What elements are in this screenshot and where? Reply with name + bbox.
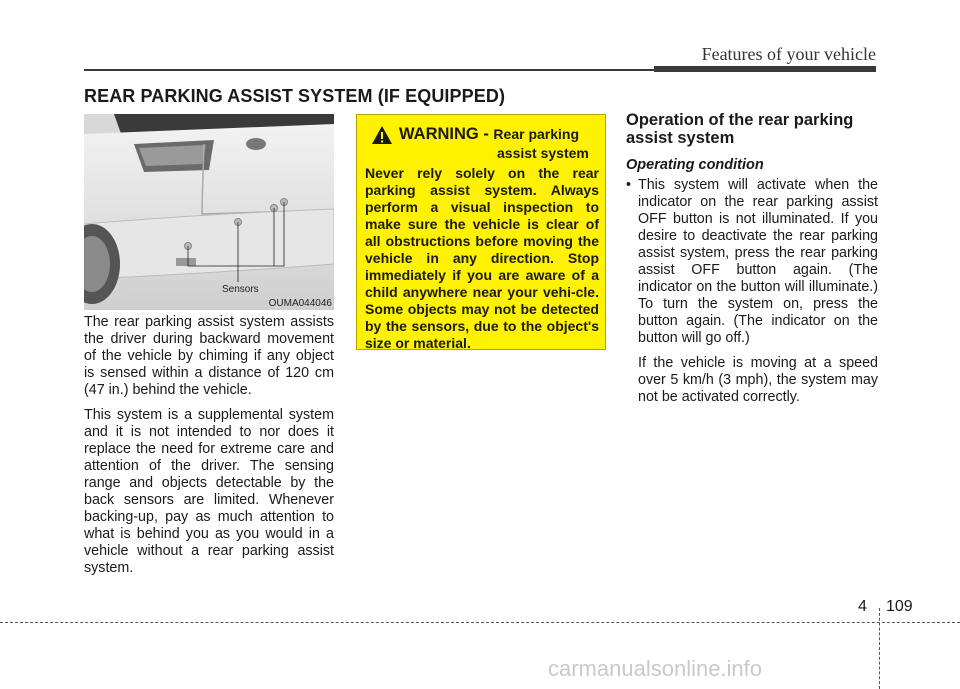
header-title: Features of your vehicle bbox=[701, 44, 876, 64]
operation-subtitle: Operating condition bbox=[626, 157, 764, 173]
warning-topic-line2: assist system bbox=[497, 145, 589, 161]
footer-rule bbox=[0, 622, 960, 623]
operation-note: If the vehicle is moving at a speed over 5 km/h (3 mph), the system may not be activated correctly. bbox=[638, 355, 878, 405]
intro-text bbox=[84, 314, 334, 585]
warning-topic: Rear parking bbox=[493, 126, 580, 142]
car-rear-illustration bbox=[84, 114, 334, 310]
operation-bullet bbox=[626, 177, 878, 347]
operation-title: Operation of the rear parking assist system bbox=[626, 111, 854, 147]
section-title: REAR PARKING ASSIST SYSTEM (IF EQUIPPED) bbox=[84, 86, 506, 106]
bullet-mark: • bbox=[626, 177, 632, 193]
watermark: carmanualsonline.info bbox=[548, 656, 763, 681]
operation-section bbox=[626, 111, 878, 406]
chapter-number: 4 bbox=[858, 598, 867, 615]
figure-sensors-label: Sensors bbox=[222, 284, 259, 295]
page-number: 109 bbox=[886, 598, 913, 615]
intro-paragraph: The rear parking assist system assists the driver during backward movement of the vehicle by chiming if any object is sensed within a distance of 120 cm (47 in.) behind the vehicle. bbox=[84, 314, 334, 398]
warning-heading bbox=[399, 125, 579, 144]
intro-paragraph: This system is a supplemental system and it is not intended to nor does it replace the need for extreme care and attention of the driver. The sensing range and objects detectable by the back sensors are limited. Whenever backing-up, pay as much attention to what is behind you as you would in a vehicle without a rear parking assist system. bbox=[84, 407, 334, 576]
operation-bullet-text: This system will activate when the indicator on the rear parking assist OFF button is not illuminated. If you desire to deactivate the rear parking assist system, press the rear parking assist OFF button again. (The indicator on the button will illuminate.) To turn the system on, press the button again. (The indicator on the button will go off.) bbox=[638, 177, 878, 346]
figure-code: OUMA044046 bbox=[268, 298, 332, 309]
rear-bumper-figure bbox=[84, 114, 334, 310]
footer-divider bbox=[879, 608, 880, 689]
warning-word: WARNING - bbox=[399, 125, 494, 143]
header-rule-accent bbox=[654, 66, 876, 72]
header-rule bbox=[84, 69, 654, 71]
warning-box bbox=[356, 114, 606, 350]
warning-body: Never rely solely on the rear parking assist system. Always perform a visual inspection to make sure the vehicle is clear of all obstructions before moving the vehicle in any direction. Stop immediately if you are aware of a child anywhere near your vehi-cle. Some objects may not be detected by the sensors, due to the object's size or material. bbox=[365, 165, 599, 351]
warning-triangle-icon bbox=[371, 125, 393, 145]
